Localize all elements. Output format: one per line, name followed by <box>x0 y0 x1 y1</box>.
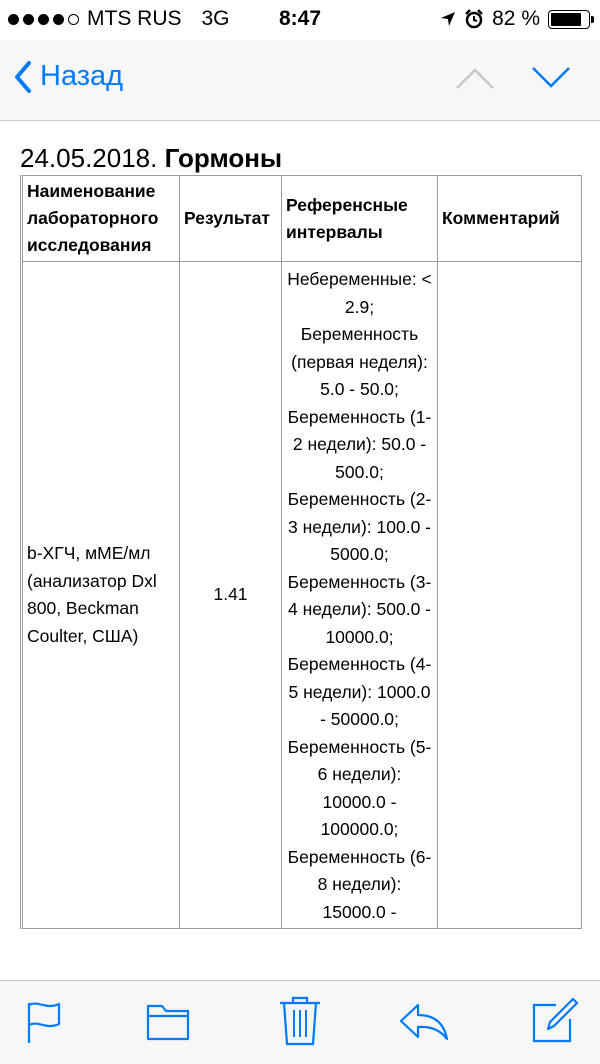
message-body[interactable] <box>0 121 600 980</box>
reference-intervals: Небеременные: < 2.9; Беременность (первая неделя): 5.0 - 50.0; Беременность (1-2 недели): 50.0 - 500.0; Беременность (2-3 недели): 100.0 - 5000.0; Беременность (3-4 недели): 500.0 - 10000.0; Беременность (4-5 недели): 1000.0 - 50000.0; Беременность (5-6 недели): 10000.0 - 100000.0; Беременность (6-8 недели): 15000.0 - <box>282 262 438 929</box>
table-row <box>22 262 582 929</box>
network-type: 3G <box>201 7 230 30</box>
status-bar <box>0 0 600 40</box>
test-comment <box>438 262 582 929</box>
battery-percentage: 82 % <box>492 7 540 30</box>
location-arrow-icon <box>440 11 456 27</box>
column-header-name: Наименование лабораторного исследования <box>22 176 180 262</box>
carrier-name: MTS RUS <box>87 7 182 30</box>
navigation-bar <box>0 40 600 121</box>
compose-icon[interactable] <box>530 995 580 1045</box>
previous-message-button[interactable] <box>455 62 495 94</box>
test-result: 1.41 <box>180 262 282 929</box>
test-name: b-ХГЧ, мМЕ/мл (анализатор Dxl 800, Beckman Coulter, США) <box>22 262 180 929</box>
page-title <box>20 143 282 174</box>
trash-icon[interactable] <box>278 996 322 1046</box>
alarm-icon <box>464 9 484 29</box>
bottom-toolbar <box>0 980 600 1064</box>
back-button[interactable] <box>14 60 123 93</box>
column-header-comment: Комментарий <box>438 176 582 262</box>
flag-icon[interactable] <box>26 999 62 1045</box>
report-date: 24.05.2018. <box>20 143 158 173</box>
back-button-label: Назад <box>40 60 124 92</box>
column-header-result: Результат <box>180 176 282 262</box>
folder-icon[interactable] <box>146 999 190 1045</box>
next-message-button[interactable] <box>531 62 571 94</box>
clock: 8:47 <box>278 7 322 30</box>
report-heading: Гормоны <box>164 143 283 173</box>
chevron-left-icon <box>14 61 32 93</box>
battery-icon <box>548 10 590 29</box>
table-header-row <box>22 176 582 262</box>
results-table <box>20 175 582 929</box>
column-header-reference: Референсные интервалы <box>282 176 438 262</box>
reply-icon[interactable] <box>398 999 450 1045</box>
